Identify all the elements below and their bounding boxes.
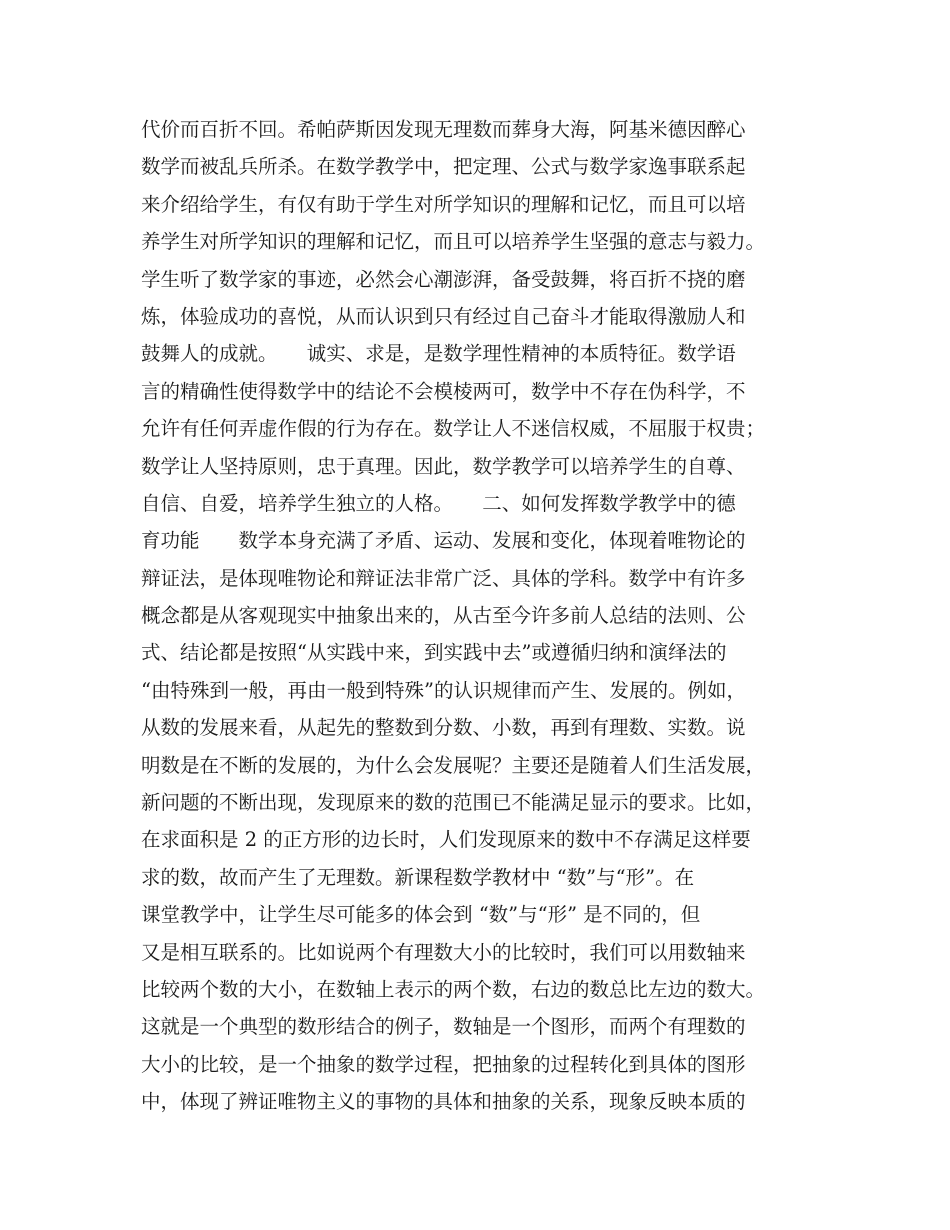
text-line: 养学生对所学知识的理解和记忆，而且可以培养学生坚强的意志与毅力。 — [141, 230, 766, 254]
text-line: 又是相互联系的。比如说两个有理数大小的比较时，我们可以用数轴来 — [141, 940, 746, 964]
text-line: 大小的比较，是一个抽象的数学过程，把抽象的过程转化到具体的图形 — [141, 1052, 746, 1076]
text-line: 来介绍给学生，有仅有助于学生对所学知识的理解和记忆，而且可以培 — [141, 192, 746, 216]
text-line: 概念都是从客观现实中抽象出来的，从古至今许多前人总结的法则、公 — [141, 604, 746, 628]
text-line: 这就是一个典型的数形结合的例子，数轴是一个图形，而两个有理数的 — [141, 1015, 746, 1039]
text-line: 新问题的不断出现，发现原来的数的范围已不能满足显示的要求。比如， — [141, 791, 766, 815]
text-line: 式、结论都是按照“从实践中来，到实践中去”或遵循归纳和演绎法的 — [141, 641, 727, 665]
text-line: 明数是在不断的发展的，为什么会发展呢？主要还是随着人们生活发展， — [141, 753, 766, 777]
text-line: 求的数，故而产生了无理数。新课程数学教材中 “数”与“形”。在 — [141, 865, 695, 889]
text-line: “由特殊到一般，再由一般到特殊”的认识规律而产生、发展的。例如， — [141, 678, 746, 702]
text-line: 中，体现了辨证唯物主义的事物的具体和抽象的关系，现象反映本质的 — [141, 1090, 746, 1114]
text-line: 代价而百折不回。希帕萨斯因发现无理数而葬身大海，阿基米德因醉心 — [141, 118, 746, 141]
text-line: 数学而被乱兵所杀。在数学教学中，把定理、公式与数学家逸事联系起 — [141, 155, 746, 179]
text-line: 鼓舞人的成就。 诚实、求是，是数学理性精神的本质特征。数学语 — [141, 342, 736, 366]
text-line: 自信、自爱，培养学生独立的人格。 二、如何发挥数学教学中的德 — [141, 491, 736, 515]
text-line: 数学让人坚持原则，忠于真理。因此，数学教学可以培养学生的自尊、 — [141, 454, 746, 478]
text-line: 从数的发展来看，从起先的整数到分数、小数，再到有理数、实数。说 — [141, 716, 746, 740]
text-line: 比较两个数的大小，在数轴上表示的两个数，右边的数总比左边的数大。 — [141, 977, 766, 1001]
body-text — [141, 111, 821, 1121]
text-line: 在求面积是 2 的正方形的边长时，人们发现原来的数中不存满足这样要 — [141, 828, 751, 852]
text-line: 课堂教学中，让学生尽可能多的体会到 “数”与“形” 是不同的，但 — [141, 903, 701, 927]
text-line: 言的精确性使得数学中的结论不会模棱两可，数学中不存在伪科学，不 — [141, 379, 746, 403]
text-line: 辩证法，是体现唯物论和辩证法非常广泛、具体的学科。数学中有许多 — [141, 566, 746, 590]
text-line: 炼，体验成功的喜悦，从而认识到只有经过自己奋斗才能取得激励人和 — [141, 304, 746, 328]
text-line: 允许有任何弄虚作假的行为存在。数学让人不迷信权威，不屈服于权贵； — [141, 417, 766, 441]
text-line: 学生听了数学家的事迹，必然会心潮澎湃，备受鼓舞，将百折不挠的磨 — [141, 267, 746, 291]
text-line: 育功能 数学本身充满了矛盾、运动、发展和变化，体现着唯物论的 — [141, 529, 746, 553]
